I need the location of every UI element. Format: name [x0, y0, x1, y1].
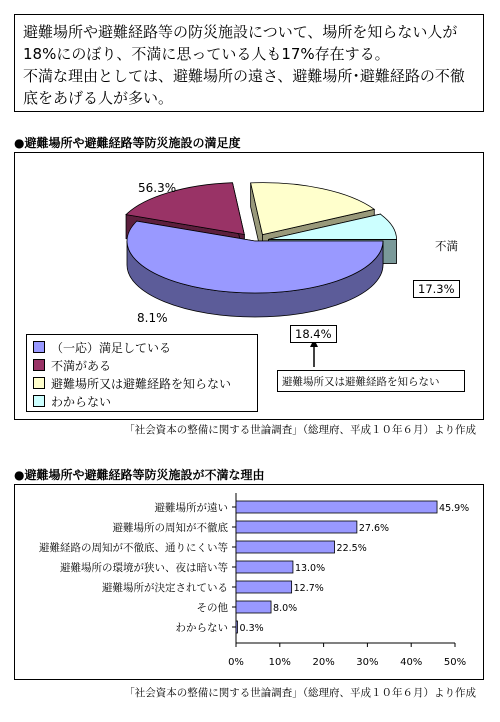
bar-value-label: 45.9% — [439, 503, 470, 514]
bar-rect — [236, 581, 292, 593]
legend-item — [33, 338, 251, 356]
bar-value-label: 13.0% — [294, 563, 326, 574]
bar-category-label: 避難場所が遠い — [154, 502, 228, 514]
pie-source-note: 「社会資本の整備に関する世論調査」（総理府、平成１０年６月）より作成 — [124, 424, 476, 436]
legend-label-satisfied: （一応）満足している — [51, 340, 172, 355]
pie-label-dont-know: 8.1% — [137, 311, 168, 325]
bar-rect — [236, 541, 335, 553]
legend-swatch-dont-know — [33, 395, 45, 407]
bar-rect — [236, 621, 238, 633]
bar-x-tick-label: 10% — [268, 657, 291, 668]
legend-label-dissatisfied: 不満がある — [51, 358, 112, 373]
bar-x-tick-label: 20% — [312, 657, 335, 668]
pie-label-satisfied: 56.3% — [138, 181, 177, 195]
bar-value-label: 12.7% — [293, 583, 324, 594]
pie-legend — [26, 334, 258, 412]
legend-item — [33, 374, 251, 392]
bar-value-label: 8.0% — [273, 603, 298, 614]
legend-swatch-satisfied — [33, 341, 45, 353]
bar-rect — [236, 601, 271, 613]
bar-source-note: 「社会資本の整備に関する世論調査」（総理府、平成１０年６月）より作成 — [124, 687, 476, 699]
bar-x-tick-label: 30% — [356, 657, 379, 668]
legend-item — [33, 392, 251, 410]
bar-category-label: その他 — [196, 602, 228, 614]
legend-item — [33, 356, 251, 374]
bar-x-tick-label: 40% — [400, 657, 423, 668]
pie-label-dissatisfied-name: 不満 — [430, 236, 463, 256]
bar-category-label: 避難場所の環境が狭い、夜は暗い等 — [60, 562, 228, 574]
pie-callout-unknown-location: 避難場所又は避難経路を知らない — [277, 370, 465, 392]
bar-rect — [236, 501, 437, 513]
bar-rect — [236, 561, 293, 573]
legend-swatch-unknown-location — [33, 377, 45, 389]
pie-label-dissatisfied: 17.3% — [413, 280, 460, 298]
bar-x-tick-label: 0% — [228, 657, 244, 668]
bar-value-label: 0.3% — [239, 623, 264, 634]
bar-category-label: わからない — [175, 622, 228, 634]
bar-chart — [15, 485, 483, 679]
bar-rect — [236, 521, 357, 533]
bar-section-title: ●避難場所や避難経路等防災施設が不満な理由 — [14, 468, 265, 482]
bar-category-label: 避難場所が決定されている — [102, 582, 228, 594]
bar-category-label: 避難経路の周知が不徹底、通りにくい等 — [39, 542, 228, 554]
legend-swatch-dissatisfied — [33, 359, 45, 371]
summary-box — [14, 14, 484, 112]
bar-chart-frame — [14, 484, 484, 680]
summary-line-2: 不満な理由としては、避難場所の遠さ、避難場所･避難経路の不徹底をあげる人が多い。 — [23, 67, 465, 107]
bar-category-label: 避難場所の周知が不徹底 — [112, 522, 228, 534]
summary-line-1: 避難場所や避難経路等の防災施設について、場所を知らない人が18%にのぼり、不満に思っている人も17%存在する。 — [23, 23, 458, 63]
bar-value-label: 27.6% — [358, 523, 390, 534]
legend-label-unknown-location: 避難場所又は避難経路を知らない — [51, 376, 232, 391]
pie-label-unknown-location: 18.4% — [290, 325, 337, 343]
pie-section-title: ●避難場所や避難経路等防災施設の満足度 — [14, 136, 241, 150]
bar-value-label: 22.5% — [336, 543, 367, 554]
bar-x-tick-label: 50% — [443, 657, 467, 668]
legend-label-dont-know: わからない — [51, 394, 112, 409]
